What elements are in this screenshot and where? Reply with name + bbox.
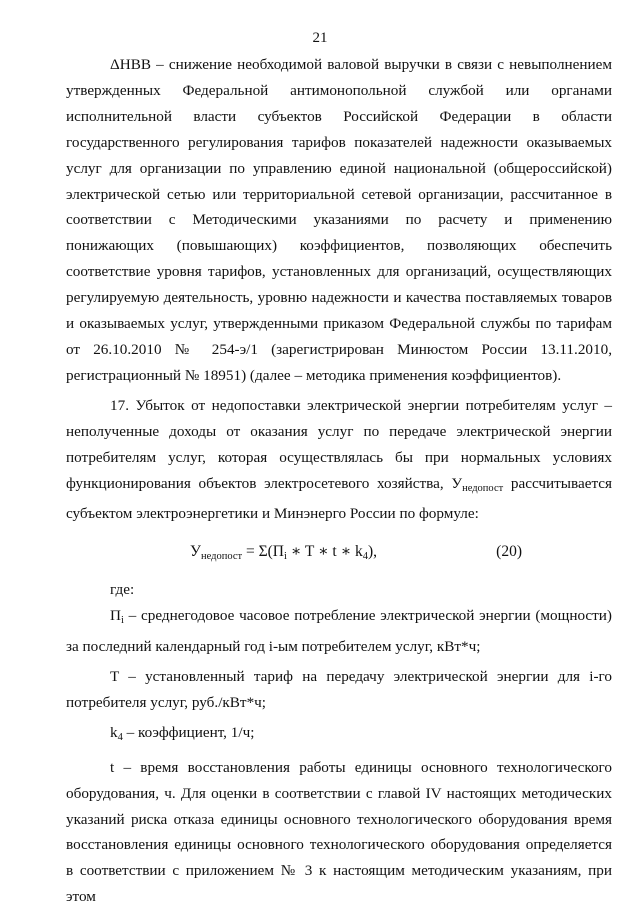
paragraph-17 [66, 393, 612, 528]
paragraph-17-text-end: рассчитывается субъектом электроэнергетики и Минэнерго России по формуле: [66, 474, 612, 523]
paragraph-17-text-start: 17. Убыток от недопоставки электрической энергии потребителям услуг – неполученные доходы от оказания услуг по передаче электрической энергии потребителям услуг, которая осуществлялась бы при нормальных условиях функционирования объектов электросетевого хозяйства, [66, 396, 612, 492]
definition-p-i: $П_i$ – среднегодовое часовое потребление электрической энергии (мощности) за последний календарный год i-ым потребителем услуг, кВт*ч; [66, 607, 612, 656]
definition-t-time: t – время восстановления работы единицы основного технологического оборудования, ч. Для оценки в соответствии с главой IV настоящих методических указаний риска отказа единицы основного технологического оборудования время восстановления единицы основного технологического оборудования определяется в соответствии с приложением № 3 к настоящим методическим указаниям, при этом [66, 758, 612, 906]
formula-row [66, 533, 612, 573]
formula-20: $У_{недопост} = \Sigma(П_i$ ∗ T ∗ t ∗ $k_4$), [190, 543, 378, 563]
symbol-u-nedopost: $У_{недопост}$ [451, 474, 504, 494]
definition-k4: $k_4$ – коэффициент, 1/ч; [110, 723, 255, 743]
page-number: 21 [312, 30, 328, 46]
document-body [66, 52, 612, 910]
formula-number: (20) [496, 543, 522, 561]
paragraph-delta-nvv: ΔНВВ – снижение необходимой валовой выручки в связи с невыполнением утвержденных Федеральной антимонопольной службой или органами исполнительной власти субъектов Российской Федерации в области государственного регулирования тарифов показателей надежности оказываемых услуг для организации по управлению единой национальной (общероссийской) электрической сетью или территориальной сетевой организации, рассчитанное в соответствии с Методическими указаниями по расчету и применению понижающих (повышающих) коэффициентов, позволяющих обеспечить соответствие уровня тарифов, установленных для организаций, осуществляющих регулируемую деятельность, уровню надежности и качества поставляемых товаров и оказываемых услуг, утвержденными приказом Федеральной службы по тарифам от 26.10.2010 № 254-э/1 (зарегистрирован Минюстом России 13.11.2010, регистрационный № 18951) (далее – методика применения коэффициентов). [66, 56, 612, 384]
where-label: где: [110, 581, 135, 599]
definition-t-tariff: T – установленный тариф на передачу электрической энергии для i-го потребителя услуг, руб./кВт*ч; [66, 668, 612, 711]
